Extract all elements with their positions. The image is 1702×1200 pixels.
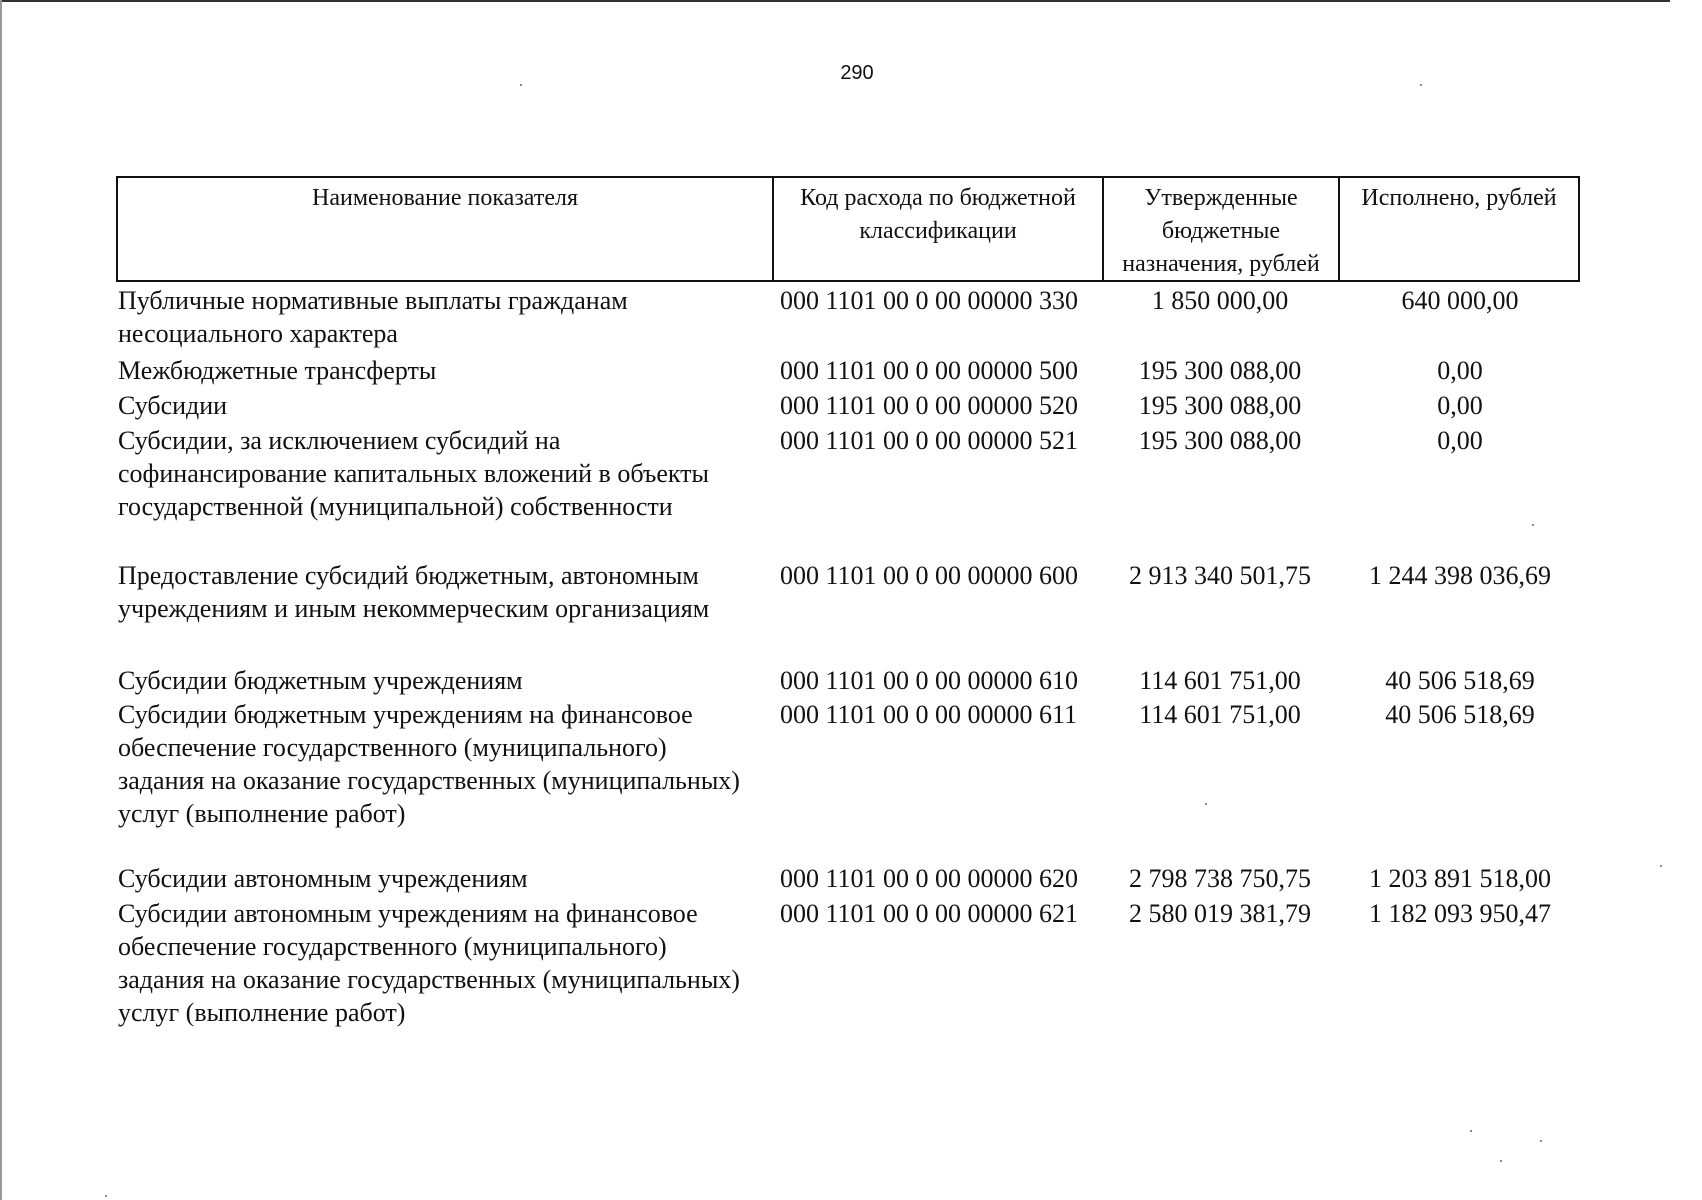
row-executed: 1 203 891 518,00 xyxy=(1369,864,1551,893)
row-approved: 2 913 340 501,75 xyxy=(1129,561,1311,590)
row-code: 000 1101 00 0 00 00000 611 xyxy=(780,700,1078,729)
scan-speck xyxy=(1660,865,1662,867)
row-executed: 0,00 xyxy=(1437,426,1483,455)
row-approved: 114 601 751,00 xyxy=(1139,700,1301,729)
header-name: Наименование показателя xyxy=(118,178,774,280)
header-executed: Исполнено, рублей xyxy=(1361,185,1557,211)
scan-speck xyxy=(1532,524,1534,526)
row-executed: 40 506 518,69 xyxy=(1385,666,1535,695)
row-approved: 2 798 738 750,75 xyxy=(1129,864,1311,893)
scan-left-border xyxy=(0,0,2,1200)
row-approved: 195 300 088,00 xyxy=(1138,356,1302,385)
row-code: 000 1101 00 0 00 00000 500 xyxy=(780,356,1079,385)
row-code: 000 1101 00 0 00 00000 610 xyxy=(780,666,1079,695)
row-code: 000 1101 00 0 00 00000 620 xyxy=(780,864,1079,893)
row-name: Публичные нормативные выплаты гражданам несоциального характера xyxy=(118,286,628,348)
row-executed: 1 244 398 036,69 xyxy=(1369,561,1551,590)
table-header xyxy=(116,176,1580,282)
scan-speck xyxy=(520,84,522,86)
row-name: Субсидии бюджетным учреждениям на финансовое обеспечение государственного (муниципального) задания на оказание государственных (муниципальных) услуг (выполнение работ) xyxy=(118,700,740,828)
row-executed: 640 000,00 xyxy=(1401,286,1519,315)
row-name: Субсидии xyxy=(118,391,228,420)
scan-speck xyxy=(1205,803,1207,805)
row-name: Субсидии бюджетным учреждениям xyxy=(118,666,523,695)
scan-speck xyxy=(1420,84,1422,86)
row-approved: 2 580 019 381,79 xyxy=(1129,899,1311,928)
row-code: 000 1101 00 0 00 00000 521 xyxy=(780,426,1079,455)
scan-top-border xyxy=(0,0,1670,2)
row-executed: 1 182 093 950,47 xyxy=(1369,899,1551,928)
row-code: 000 1101 00 0 00 00000 520 xyxy=(780,391,1079,420)
row-name: Субсидии, за исключением субсидий на софинансирование капитальных вложений в объекты государственной (муниципальной) собственности xyxy=(118,426,710,521)
row-name: Предоставление субсидий бюджетным, автономным учреждениям и иным некоммерческим организациям xyxy=(118,561,710,623)
row-code: 000 1101 00 0 00 00000 621 xyxy=(780,899,1079,928)
header-approved: Утвержденные бюджетные назначения, рублей xyxy=(1104,178,1340,280)
row-executed: 0,00 xyxy=(1437,391,1483,420)
row-approved: 195 300 088,00 xyxy=(1138,391,1302,420)
scan-speck xyxy=(1500,1160,1502,1162)
row-approved: 195 300 088,00 xyxy=(1138,426,1302,455)
row-name: Субсидии автономным учреждениям xyxy=(118,864,528,893)
scan-speck xyxy=(1540,1140,1542,1142)
row-code: 000 1101 00 0 00 00000 600 xyxy=(780,561,1079,590)
header-code: Код расхода по бюджетной классификации xyxy=(774,178,1104,280)
row-executed: 40 506 518,69 xyxy=(1385,700,1535,729)
row-approved: 114 601 751,00 xyxy=(1139,666,1301,695)
scan-speck xyxy=(1470,1130,1472,1132)
row-approved: 1 850 000,00 xyxy=(1151,286,1289,315)
row-executed: 0,00 xyxy=(1437,356,1483,385)
row-code: 000 1101 00 0 00 00000 330 xyxy=(780,286,1079,315)
row-name: Субсидии автономным учреждениям на финансовое обеспечение государственного (муниципального) задания на оказание государственных (муниципальных) услуг (выполнение работ) xyxy=(118,899,740,1027)
scan-speck xyxy=(105,1195,107,1197)
page-number: 290 xyxy=(840,62,874,84)
row-name: Межбюджетные трансферты xyxy=(118,356,437,385)
